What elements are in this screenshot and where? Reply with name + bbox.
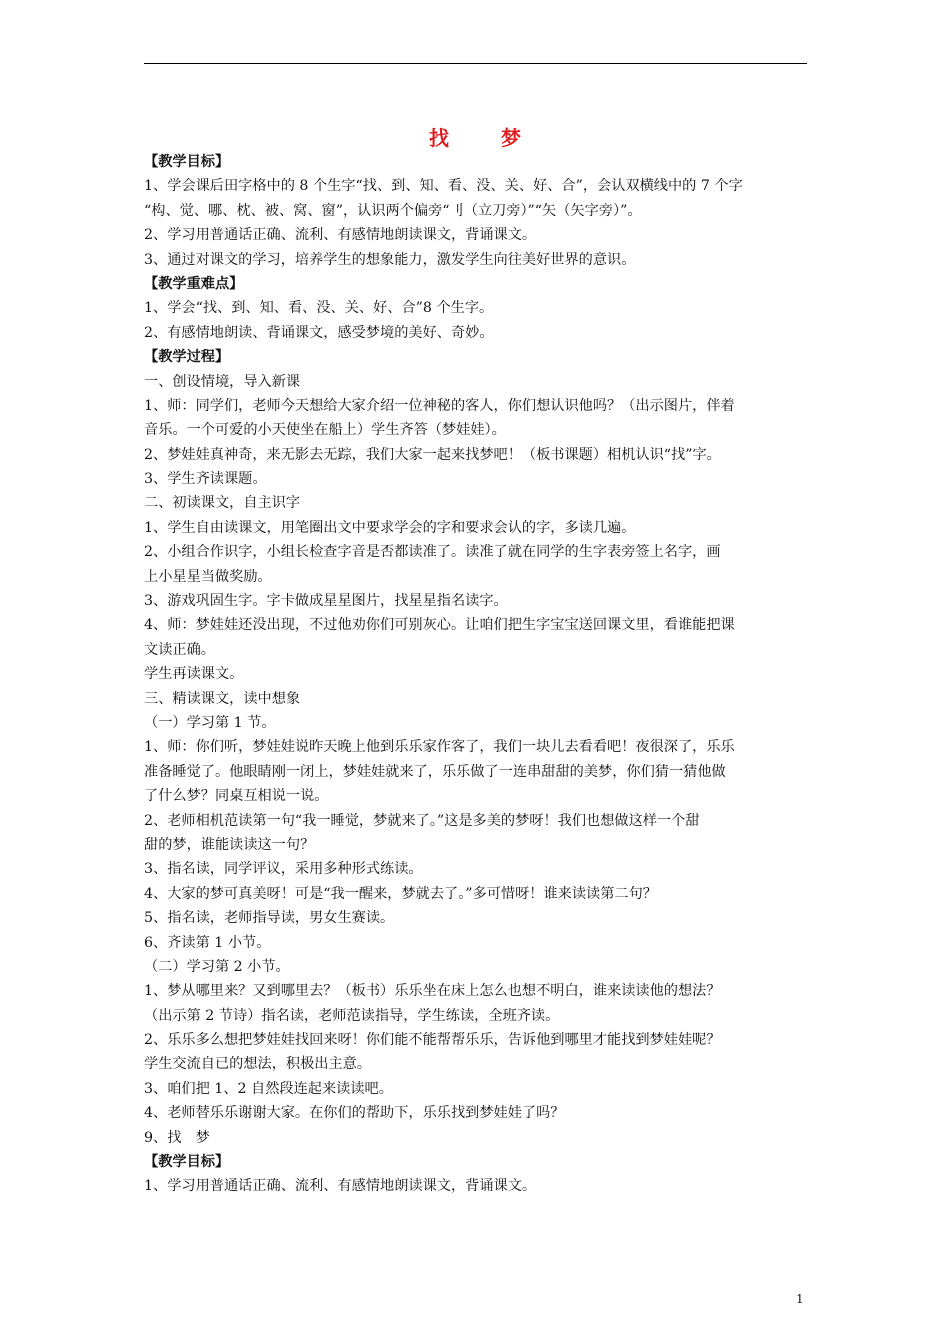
text-line: “构、觉、哪、枕、被、窝、窗”，认识两个偏旁“刂（立刀旁）”“矢（矢字旁）”。 [144,202,642,219]
text-line: 3、指名读，同学评议，采用多种形式练读。 [144,861,423,878]
text-line: 文读正确。 [144,641,215,658]
text-line: （二）学习第 2 小节。 [144,958,290,975]
text-line: 1、师：你们听，梦娃娃说昨天晚上他到乐乐家作客了，我们一块儿去看看吧！夜很深了，乐乐 [144,739,735,756]
text-line: 9、找 梦 [144,1129,210,1146]
text-line: 1、梦从哪里来？又到哪里去？（板书）乐乐坐在床上怎么也想不明白，谁来读读他的想法？ [144,983,721,1000]
text-line: 2、小组合作识字，小组长检查字音是否都读准了。读准了就在同学的生字表旁签上名字，画 [144,544,721,561]
text-line: 准备睡觉了。他眼睛刚一闭上，梦娃娃就来了，乐乐做了一连串甜甜的美梦，你们猜一猜他做 [144,763,726,780]
page-number: 1 [796,1292,804,1306]
text-line: 了什么梦？同桌互相说一说。 [144,788,329,805]
header-rule [144,63,807,64]
text-line: 1、师：同学们，老师今天想给大家介绍一位神秘的客人，你们想认识他吗？（出示图片，伴着 [144,397,735,414]
text-line: 三、精读课文，读中想象 [144,690,301,707]
text-line: 1、学生自由读课文，用笔圈出文中要求学会的字和要求会认的字，多读几遍。 [144,519,636,536]
text-line: 一、创设情境，导入新课 [144,373,301,390]
section-heading: 【教学过程】 [144,349,230,366]
text-line: 1、学习用普通话正确、流利、有感情地朗读课文，背诵课文。 [144,1178,537,1195]
text-line: 音乐。一个可爱的小天使坐在船上）学生齐答（梦娃娃）。 [144,422,506,439]
text-line: 4、师：梦娃娃还没出现，不过他劝你们可别灰心。让咱们把生字宝宝送回课文里，看谁能把课 [144,617,735,634]
text-line: 2、乐乐多么想把梦娃娃找回来呀！你们能不能帮帮乐乐，告诉他到哪里才能找到梦娃娃呢？ [144,1032,721,1049]
text-line: 4、老师替乐乐谢谢大家。在你们的帮助下，乐乐找到梦娃娃了吗？ [144,1105,565,1122]
section-heading: 【教学目标】 [144,1154,230,1171]
text-line: 上小星星当做奖励。 [144,568,272,585]
text-line: 2、梦娃娃真神奇，来无影去无踪，我们大家一起来找梦吧！（板书课题）相机认识“找”字。 [144,446,721,463]
text-line: 4、大家的梦可真美呀！可是“我一醒来，梦就去了。”多可惜呀！谁来读读第二句？ [144,885,657,902]
text-line: 甜的梦，谁能读读这一句？ [144,836,315,853]
text-line: 1、学会“找、到、知、看、没、关、好、合”8 个生字。 [144,300,494,317]
section-heading: 【教学目标】 [144,154,230,170]
text-line: 5、指名读，老师指导读，男女生赛读。 [144,910,395,927]
text-line: 3、通过对课文的学习，培养学生的想象能力，激发学生向往美好世界的意识。 [144,251,636,268]
text-line: 6、齐读第 1 小节。 [144,934,271,951]
text-line: 3、游戏巩固生字。字卡做成星星图片，找星星指名读字。 [144,593,508,610]
text-line: 3、咱们把 1、2 自然段连起来读读吧。 [144,1080,393,1097]
document-title: 找 梦 [429,126,537,150]
text-line: 学生交流自已的想法，积极出主意。 [144,1056,372,1073]
text-line: 2、学习用普通话正确、流利、有感情地朗读课文，背诵课文。 [144,227,537,244]
text-line: 二、初读课文，自主识字 [144,495,301,512]
text-line: 2、老师相机范读第一句“我一睡觉，梦就来了。”这是多美的梦呀！我们也想做这样一个甜 [144,812,700,829]
text-line: （一）学习第 1 节。 [144,714,276,731]
text-line: 1、学会课后田字格中的 8 个生字“找、到、知、看、没、关、好、合”，会认双横线中的 7 个字 [144,178,743,195]
text-line: 学生再读课文。 [144,666,244,683]
text-line: （出示第 2 节诗）指名读，老师范读指导，学生练读，全班齐读。 [144,1007,560,1024]
section-heading: 【教学重难点】 [144,275,244,292]
text-line: 2、有感情地朗读、背诵课文，感受梦境的美好、奇妙。 [144,324,494,341]
text-line: 3、学生齐读课题。 [144,471,267,488]
document-body [144,150,820,1199]
